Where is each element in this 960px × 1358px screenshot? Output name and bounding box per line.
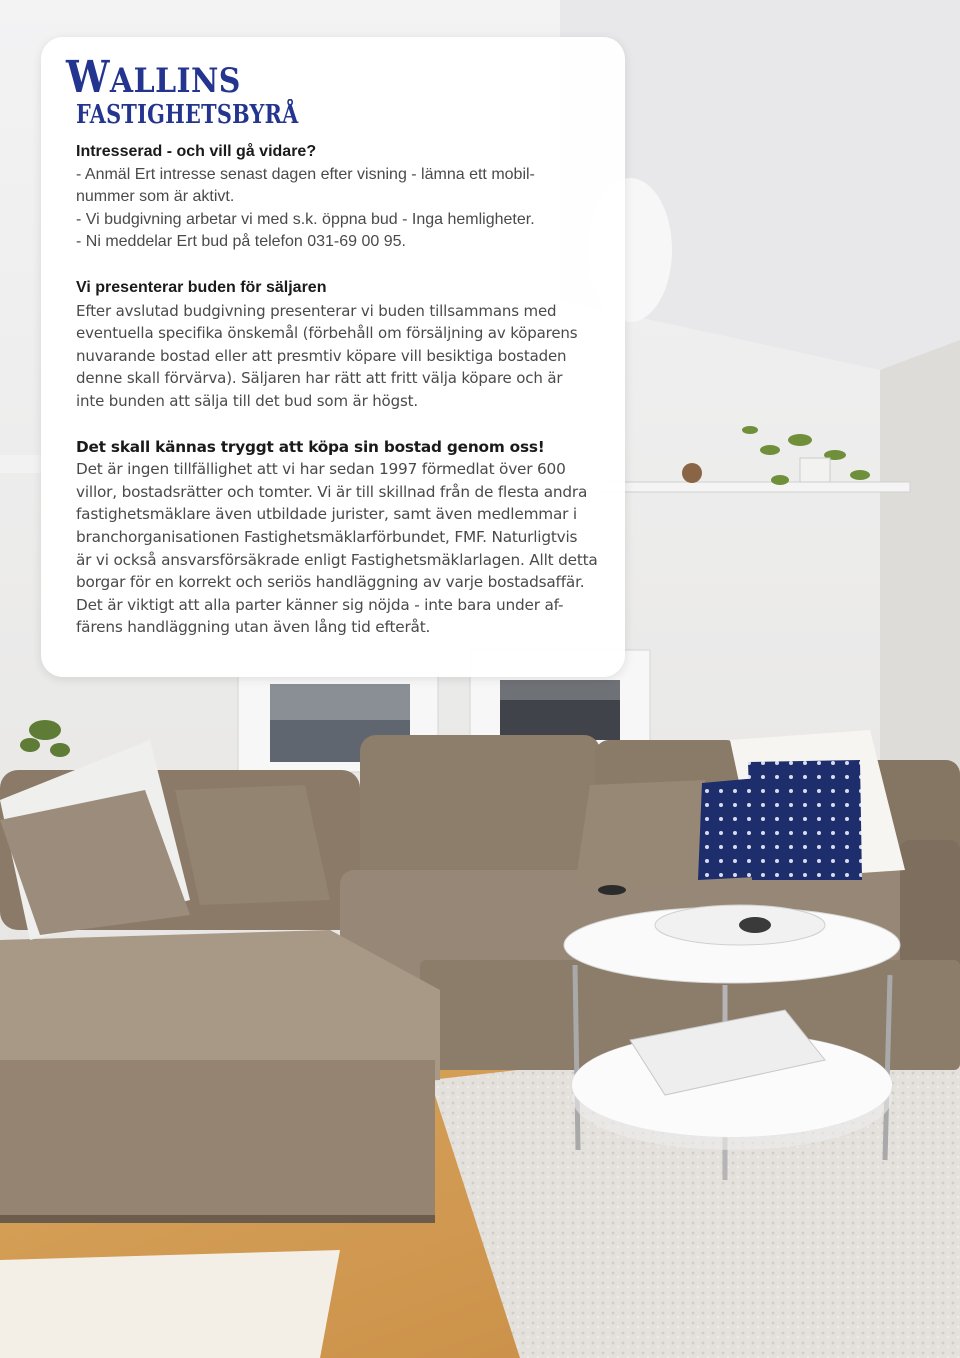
shelf-object [682,463,702,483]
text-line: - Ni meddelar Ert bud på telefon 031-69 00 95. [76,233,406,251]
text-line: - Anmäl Ert intresse senast dagen efter visning - lämna ett mobil- [76,165,535,183]
logo-line-1: WALLINS [66,52,241,103]
text-line: Det är viktigt att alla parter känner sig nöjda - inte bara under af- [76,595,564,614]
text-line: villor, bostadsrätter och tomter. Vi är till skillnad från de flesta andra [76,482,588,501]
wall-shelf [600,482,910,492]
text-line: Det är ingen tillfällighet att vi har sedan 1997 förmedlat över 600 [76,460,566,479]
text-line: - Vi budgivning arbetar vi med s.k. öppna bud - Inga hemligheter. [76,210,535,228]
blue-pillow [698,775,795,880]
wallins-logo [66,52,354,130]
text-line: fastighetsmäklare även utbildade jurister, samt även medlemmar i [76,505,577,524]
text-line: är vi också ansvarsförsäkrade enligt Fastighetsmäklarlagen. Allt detta [76,550,598,569]
text-line: Efter avslutad budgivning presenterar vi buden tillsammans med [76,301,557,320]
heading-tryggt: Det skall kännas tryggt att köpa sin bostad genom oss! [76,437,545,456]
text-line: branchorganisationen Fastighetsmäklarförbundet, FMF. Naturligtvis [76,527,578,546]
text-line: inte bunden att sälja till det bud som är högst. [76,391,418,410]
heading-intresserad: Intresserad - och vill gå vidare? [76,143,317,160]
logo-line-2: FASTIGHETSBYRÅ [76,100,299,130]
text-line: eventuella specifika önskemål (förbehåll om försäljning av köparens [76,324,578,343]
pillow [575,780,705,885]
heading-presenterar: Vi presenterar buden för säljaren [76,278,327,296]
text-line: borgar för en korrekt och seriös handläggning av varje bostadsaffär. [76,573,585,592]
text-line: färens handläggning utan även lång tid efteråt. [76,618,431,637]
body-text [76,141,606,639]
text-line: denne skall förvärva). Säljaren har rätt att fritt välja köpare och är [76,369,563,388]
text-line: nummer som är aktivt. [76,188,235,206]
remote [598,885,626,895]
text-line: nuvarande bostad eller att presmtiv köpare vill besiktiga bostaden [76,346,567,365]
pillow [175,785,330,905]
